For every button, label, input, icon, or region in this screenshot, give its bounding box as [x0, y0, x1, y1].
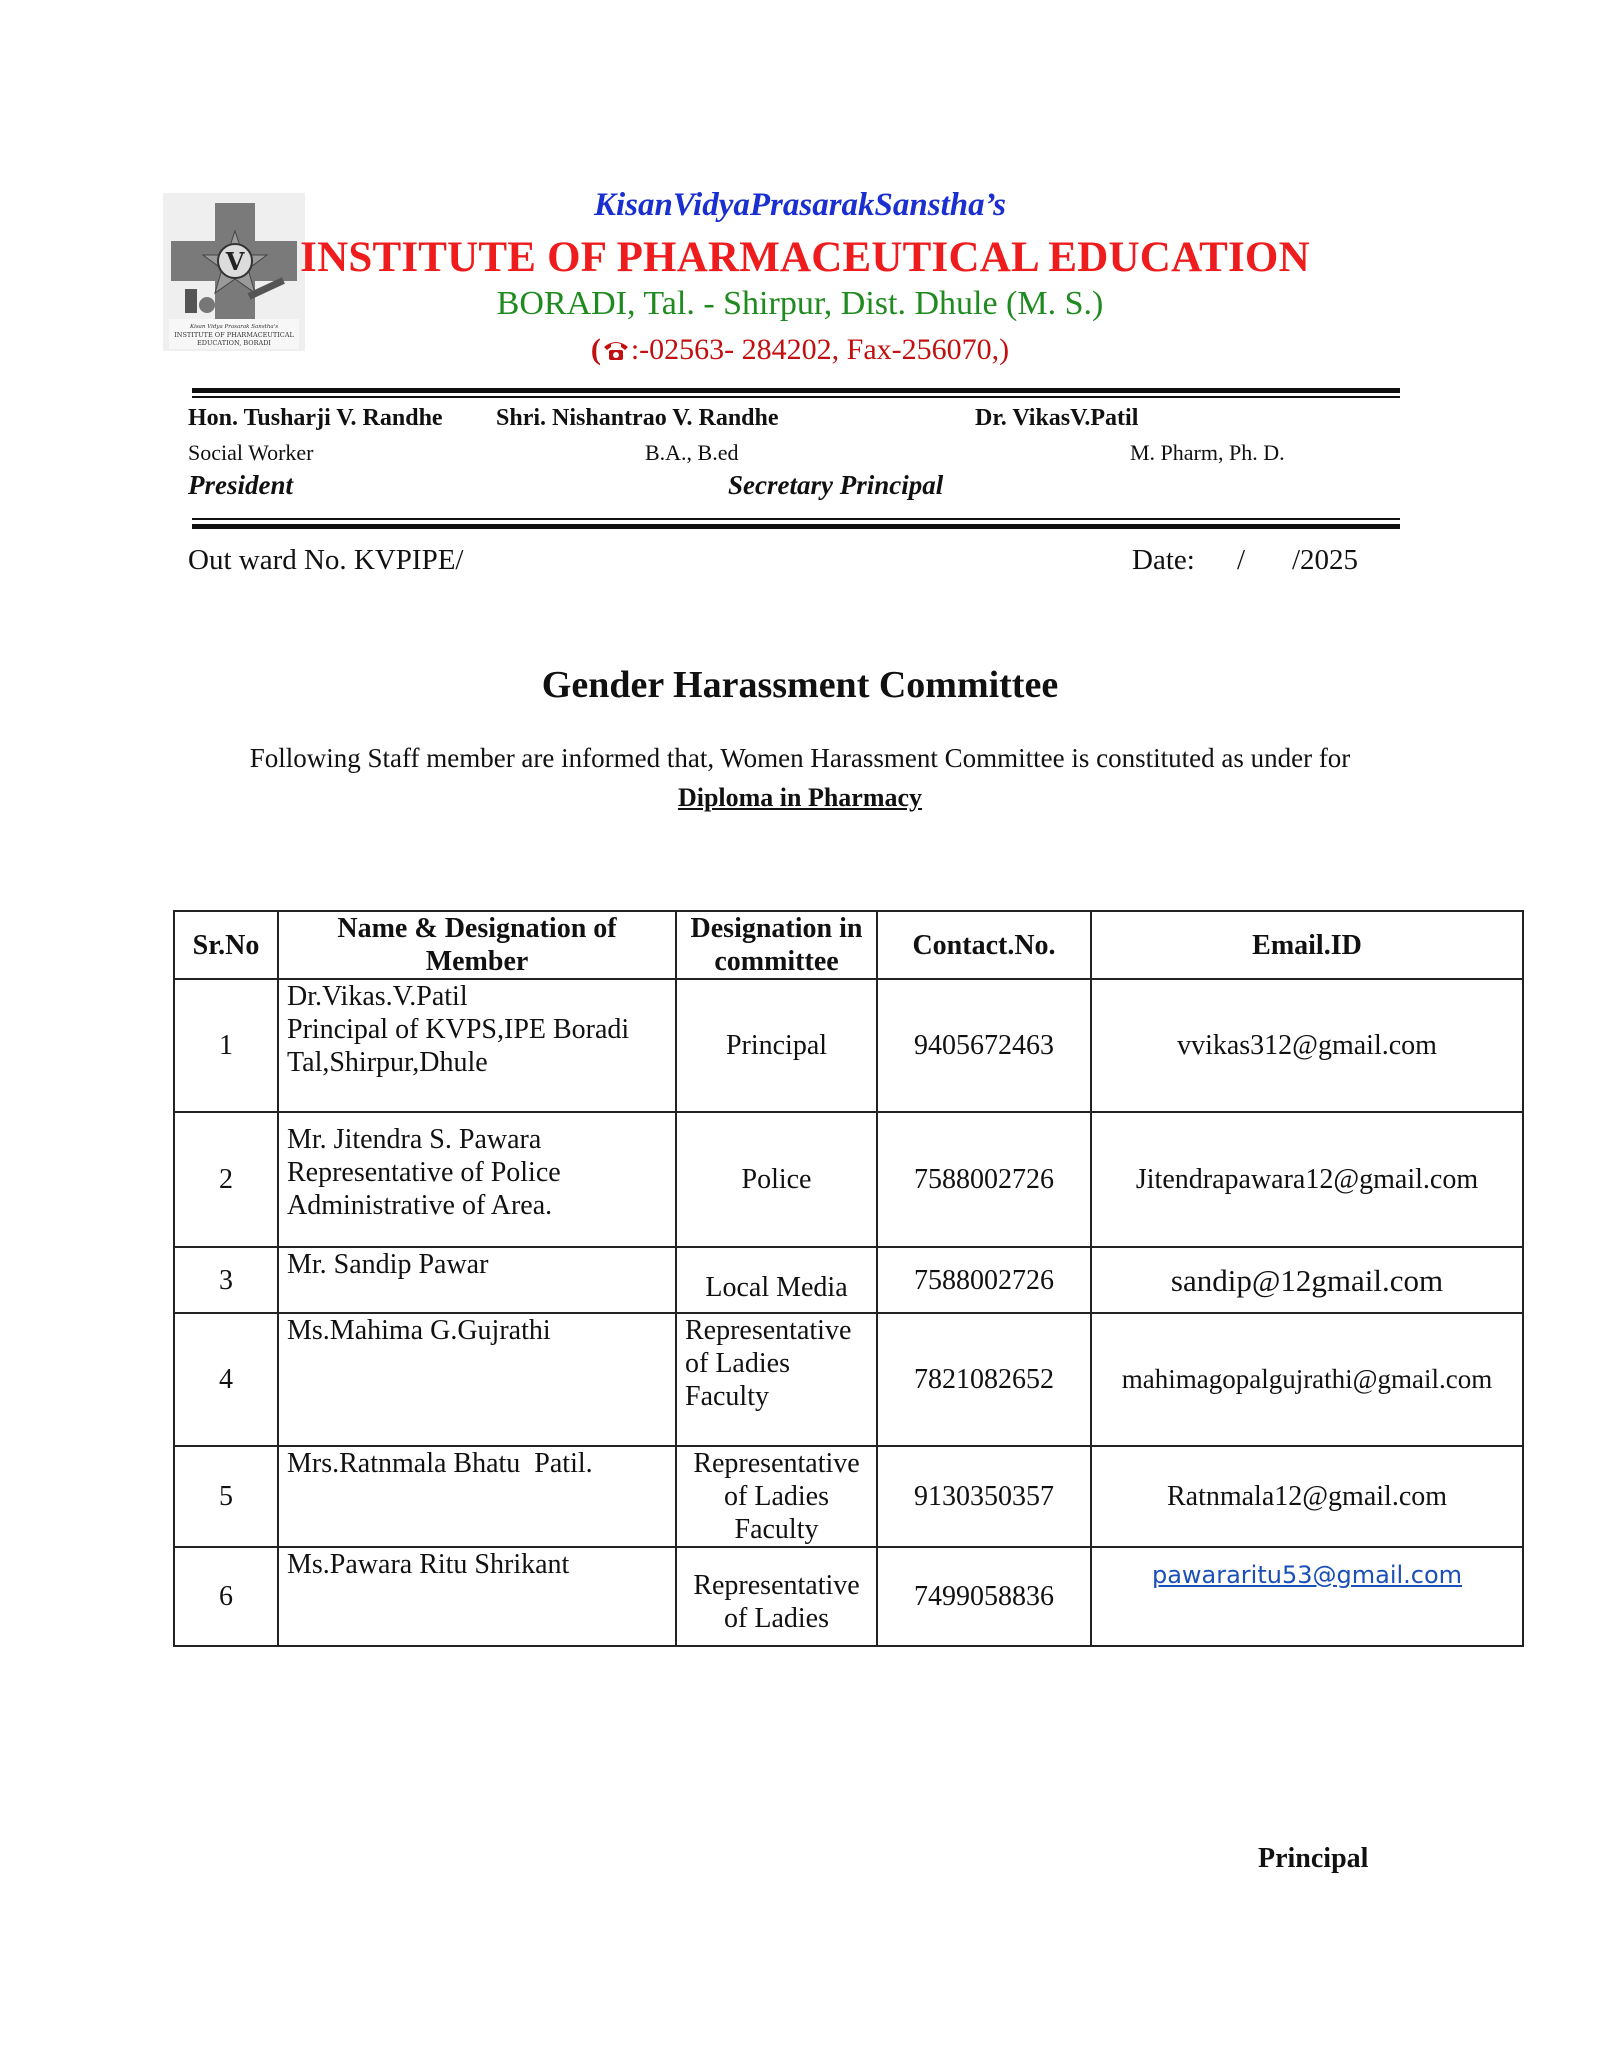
- table-header-row: [174, 911, 1523, 979]
- svg-text:EDUCATION, BORADI: EDUCATION, BORADI: [197, 339, 271, 347]
- header-email-id: Email.ID: [1091, 911, 1523, 979]
- designation-line: Representative: [693, 1448, 860, 1479]
- row-sr-no: 5: [174, 1446, 278, 1547]
- institute-address: BORADI, Tal. - Shirpur, Dist. Dhule (M. S.): [496, 285, 1104, 322]
- institute-phone: [300, 333, 1300, 367]
- row-contact-no: 7588002726: [877, 1247, 1091, 1313]
- email-link[interactable]: pawararitu53@gmail.com: [1151, 1561, 1463, 1589]
- header-name-designation: Name & Designation of Member: [278, 911, 676, 979]
- designation-line: of Ladies: [724, 1602, 829, 1634]
- president-role: President: [188, 470, 293, 500]
- row-email-id: Ratnmala12@gmail.com: [1091, 1446, 1523, 1547]
- institute-logo: [163, 193, 305, 351]
- row-email-id: mahimagopalgujrathi@gmail.com: [1091, 1313, 1523, 1446]
- designation-line: Representative: [693, 1569, 860, 1601]
- logo-letter: V: [225, 247, 245, 276]
- principal-name: Dr. VikasV.Patil: [975, 405, 1139, 431]
- table-row: [174, 1446, 1523, 1547]
- row-sr-no: 3: [174, 1247, 278, 1313]
- designation-line: of Ladies: [685, 1348, 790, 1379]
- header-contact-no: Contact.No.: [877, 911, 1091, 979]
- header-rule-top-thick: [192, 388, 1400, 393]
- row-contact-no: 9405672463: [877, 979, 1091, 1112]
- row-contact-no: 9130350357: [877, 1446, 1091, 1547]
- row-name-designation: [278, 1446, 676, 1547]
- header-rule-bottom-thick: [192, 524, 1400, 529]
- course-heading: Diploma in Pharmacy: [677, 783, 923, 812]
- designation-line: Faculty: [734, 1514, 819, 1545]
- outward-number: Out ward No. KVPIPE/: [188, 544, 464, 576]
- telephone-icon: [601, 338, 631, 362]
- name-line: Ms.Pawara Ritu Shrikant: [287, 1549, 570, 1580]
- name-line: Mr. Jitendra S. Pawara: [287, 1124, 542, 1155]
- row-email-id: vvikas312@gmail.com: [1091, 979, 1523, 1112]
- date-year: /2025: [1292, 544, 1359, 576]
- secretary-name: Shri. Nishantrao V. Randhe: [496, 405, 779, 431]
- header-rule-top-thin: [192, 396, 1400, 398]
- header-committee-designation: Designation in committee: [676, 911, 877, 979]
- table-row: [174, 1313, 1523, 1446]
- row-sr-no: 4: [174, 1313, 278, 1446]
- row-name-designation: [278, 1247, 676, 1313]
- name-line: Dr.Vikas.V.Patil: [287, 981, 468, 1012]
- row-name-designation: [278, 979, 676, 1112]
- row-email-id: sandip@12gmail.com: [1091, 1247, 1523, 1313]
- phone-open-paren: (: [590, 333, 601, 366]
- secretary-qualification: B.A., B.ed: [645, 440, 739, 465]
- institute-name: INSTITUTE OF PHARMACEUTICAL EDUCATION: [300, 234, 1310, 281]
- secretary-principal-role: Secretary Principal: [728, 470, 944, 500]
- date-label: Date:: [1132, 544, 1195, 576]
- row-contact-no: 7821082652: [877, 1313, 1091, 1446]
- name-line: Representative of Police: [287, 1157, 561, 1188]
- committee-table: [173, 910, 1524, 1647]
- designation-line: Faculty: [685, 1381, 769, 1412]
- sanstha-name: KisanVidyaPrasarakSanstha’s: [593, 187, 1007, 223]
- row-email-id: Jitendrapawara12@gmail.com: [1091, 1112, 1523, 1247]
- row-committee-designation: Local Media: [676, 1247, 877, 1313]
- row-committee-designation: [676, 1446, 877, 1547]
- name-line: Ms.Mahima G.Gujrathi: [287, 1315, 551, 1346]
- table-row: [174, 1112, 1523, 1247]
- row-name-designation: [278, 1112, 676, 1247]
- name-line: Administrative of Area.: [287, 1190, 553, 1221]
- row-contact-no: 7499058836: [877, 1547, 1091, 1646]
- header-rule-bottom-thin: [192, 518, 1400, 520]
- phone-fax-text: :-02563- 284202, Fax-256070,): [630, 333, 1010, 366]
- row-sr-no: 2: [174, 1112, 278, 1247]
- row-contact-no: 7588002726: [877, 1112, 1091, 1247]
- svg-text:INSTITUTE OF PHARMACEUTICAL: INSTITUTE OF PHARMACEUTICAL: [174, 331, 294, 339]
- row-name-designation: [278, 1313, 676, 1446]
- name-line: Mr. Sandip Pawar: [287, 1249, 489, 1280]
- svg-text:Kisan Vidya Prasarak Sanstha's: Kisan Vidya Prasarak Sanstha's: [189, 324, 279, 330]
- page-title: Gender Harassment Committee: [541, 664, 1059, 706]
- principal-qualification: M. Pharm, Ph. D.: [1130, 440, 1285, 465]
- table-row: [174, 979, 1523, 1112]
- date-separator: /: [1237, 544, 1246, 576]
- row-committee-designation: Principal: [676, 979, 877, 1112]
- intro-text: Following Staff member are informed that, Women Harassment Committee is constituted as under for: [249, 743, 1351, 773]
- designation-line: of Ladies: [724, 1481, 829, 1512]
- table-row: [174, 1247, 1523, 1313]
- signature-principal: Principal: [1258, 1843, 1369, 1874]
- row-committee-designation: Police: [676, 1112, 877, 1247]
- president-qualification: Social Worker: [188, 440, 314, 465]
- row-name-designation: [278, 1547, 676, 1646]
- row-committee-designation: [676, 1547, 877, 1646]
- row-email-id[interactable]: [1091, 1547, 1523, 1646]
- name-line: Tal,Shirpur,Dhule: [287, 1047, 488, 1078]
- president-name: Hon. Tusharji V. Randhe: [188, 405, 443, 431]
- designation-line: Representative: [685, 1315, 852, 1346]
- row-committee-designation: [676, 1313, 877, 1446]
- name-line: Principal of KVPS,IPE Boradi: [287, 1014, 630, 1045]
- header-sr-no: Sr.No: [174, 911, 278, 979]
- table-row: [174, 1547, 1523, 1646]
- row-sr-no: 1: [174, 979, 278, 1112]
- row-sr-no: 6: [174, 1547, 278, 1646]
- name-line: Mrs.Ratnmala Bhatu Patil.: [287, 1448, 593, 1479]
